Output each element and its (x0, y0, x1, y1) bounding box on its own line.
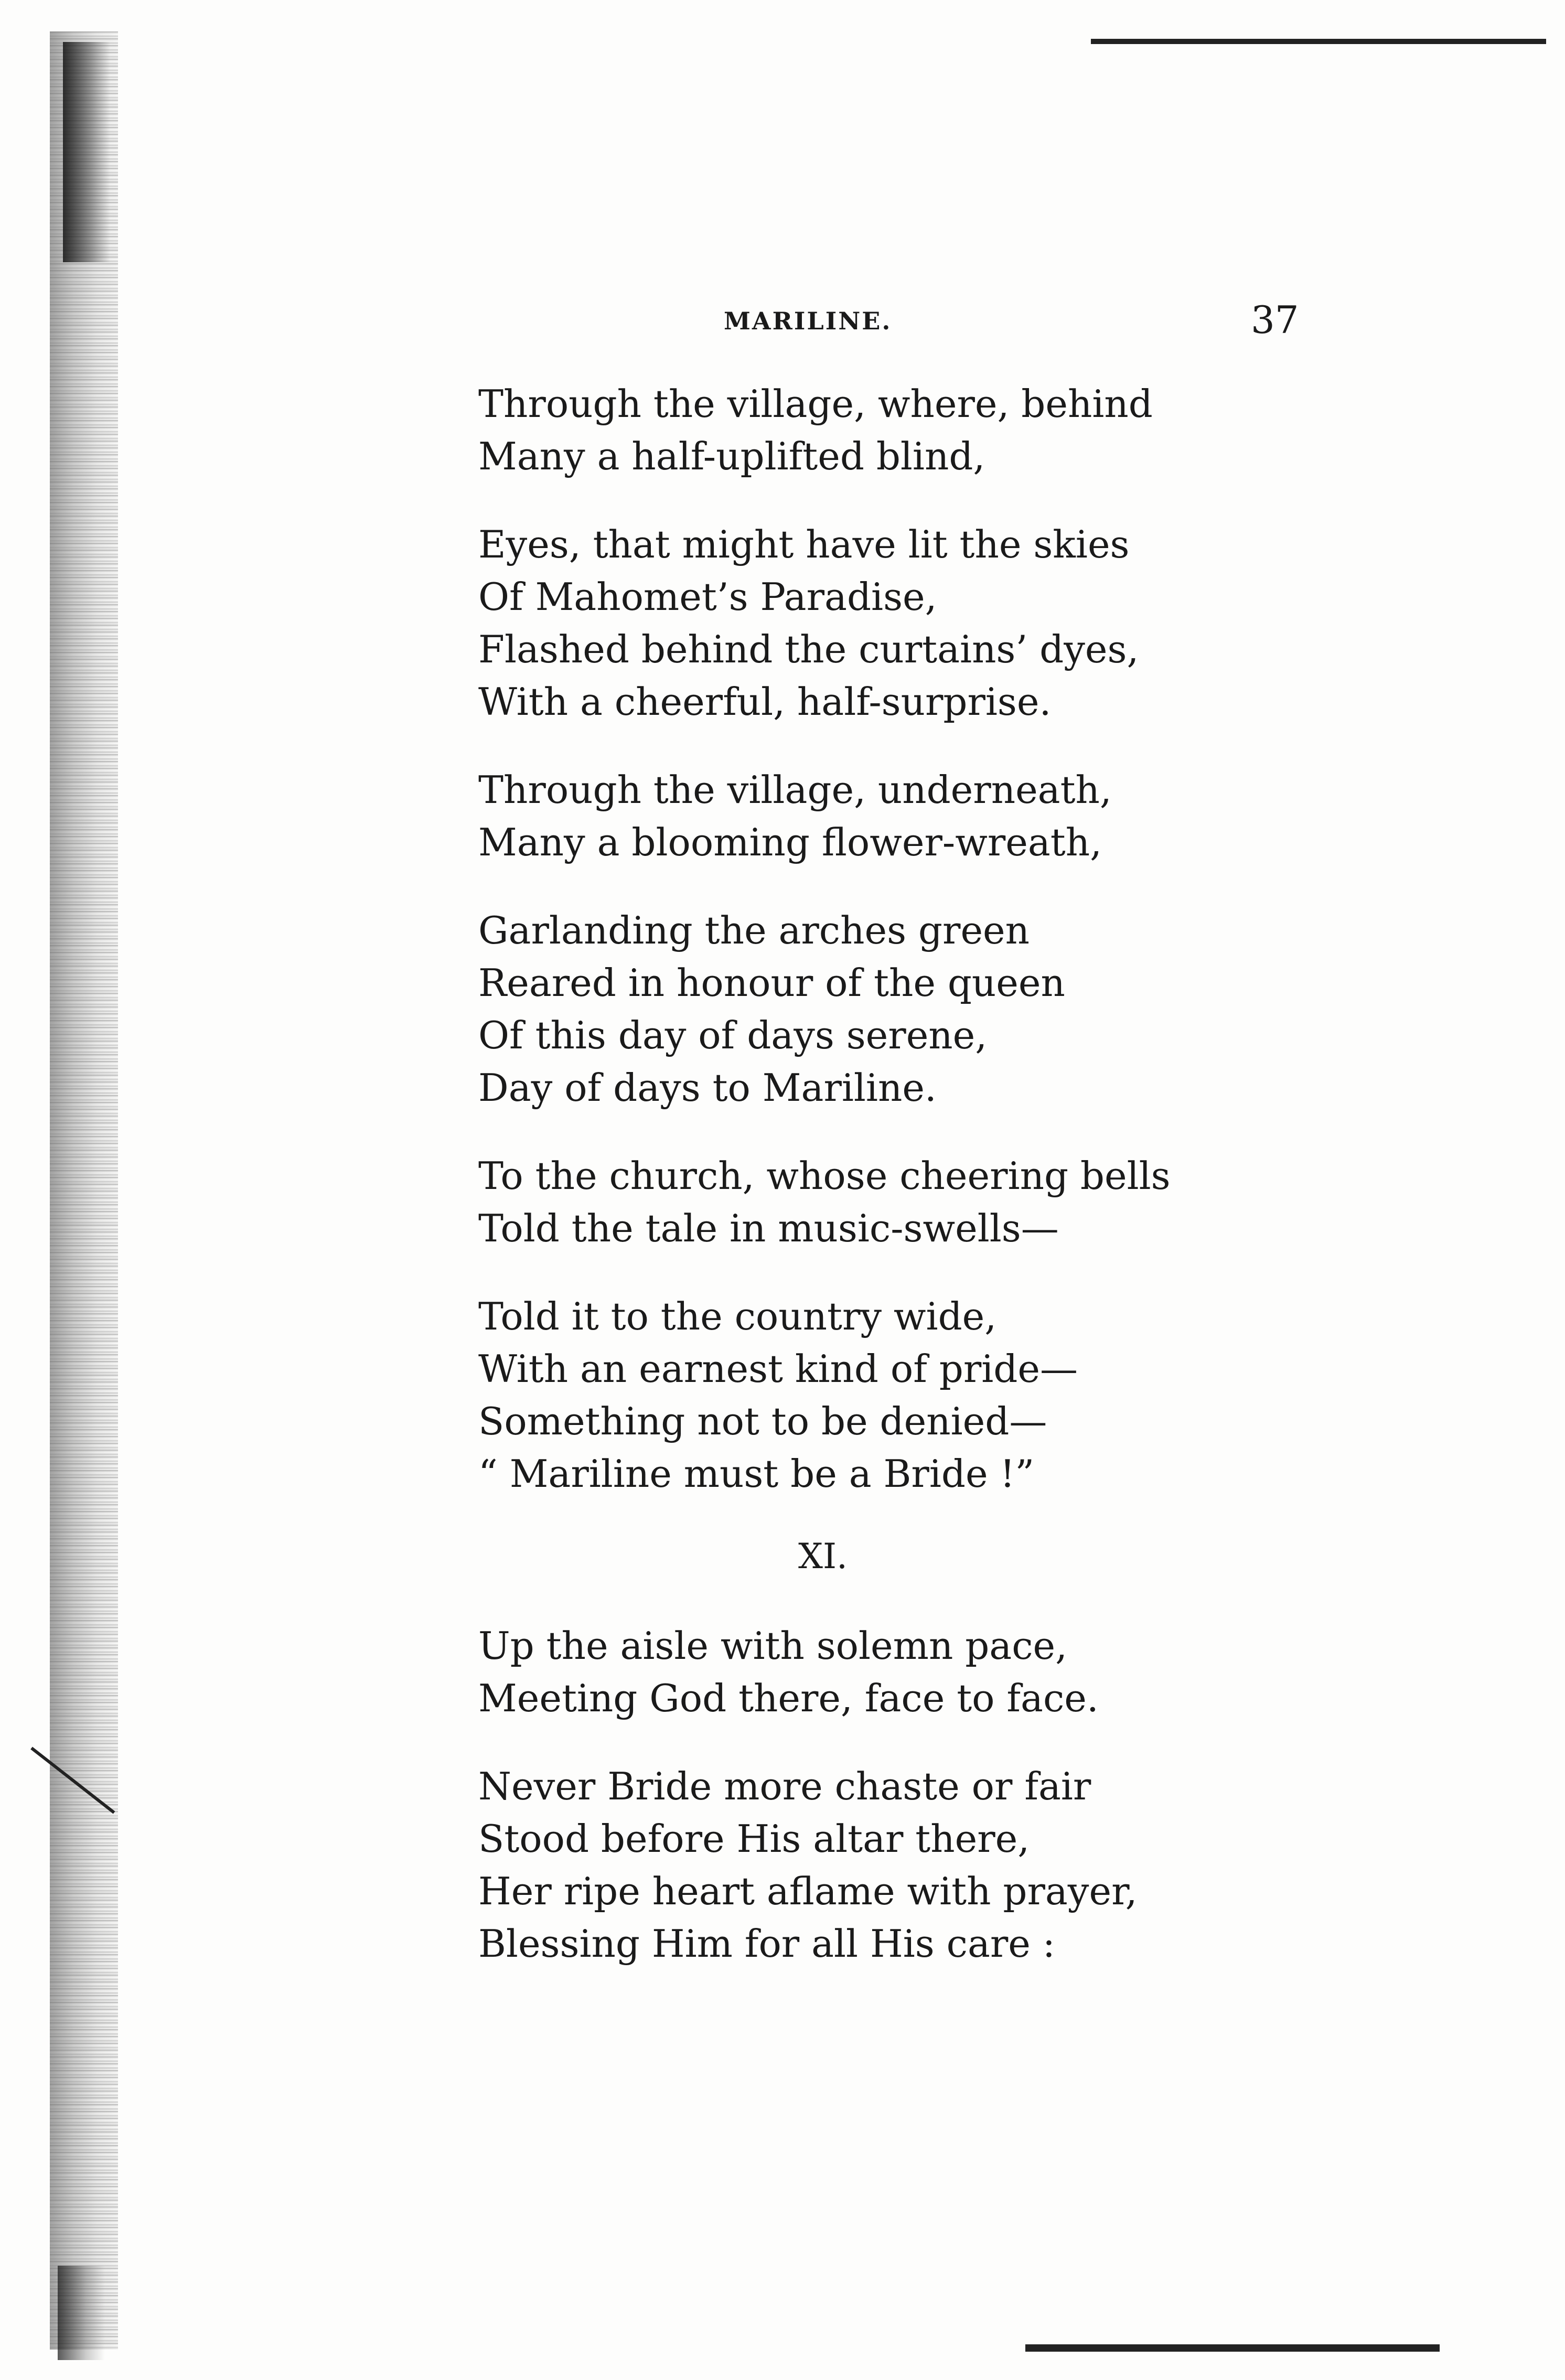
verse-line: Up the aisle with solemn pace, (478, 1624, 1068, 1668)
verse-line: Stood before His altar there, (478, 1817, 1030, 1861)
stanza (478, 904, 1160, 1114)
stanza (478, 518, 1160, 728)
stanza (478, 1290, 1160, 1500)
verse-line: Through the village, where, behind (478, 382, 1153, 426)
verse-line: Many a blooming flower-wreath, (478, 820, 1102, 864)
verse-line: “ Mariline must be a Bride !” (478, 1452, 1035, 1496)
verse-line: To the church, whose cheering bells (478, 1154, 1171, 1198)
section-numeral: XI. (798, 1536, 848, 1577)
stanza (478, 764, 1160, 869)
verse-line: Many a half-uplifted blind, (478, 434, 985, 478)
page-number: 37 (1251, 298, 1299, 342)
verse-line: Flashed behind the curtains’ dyes, (478, 627, 1139, 671)
top-edge-rule (1091, 39, 1546, 44)
verse-line: Garlanding the arches green (478, 908, 1030, 952)
verse-line: Told the tale in music-swells— (478, 1206, 1059, 1250)
verse-line: Something not to be denied— (478, 1399, 1047, 1443)
stanza (478, 378, 1160, 483)
poem-text (478, 378, 1171, 2006)
stanza (478, 1150, 1171, 1255)
stanza (478, 1620, 1160, 1724)
verse-line: Told it to the country wide, (478, 1294, 997, 1338)
binding-shadow-bottom (58, 2266, 105, 2360)
verse-line: Through the village, underneath, (478, 768, 1112, 812)
verse-line: With an earnest kind of pride— (478, 1347, 1078, 1391)
verse-line: With a cheerful, half-surprise. (478, 680, 1052, 724)
verse-line: Reared in honour of the queen (478, 961, 1065, 1005)
verse-line: Of this day of days serene, (478, 1013, 988, 1057)
verse-line: Her ripe heart aflame with prayer, (478, 1869, 1138, 1913)
bottom-edge-rule (1025, 2344, 1440, 2352)
stanza (478, 1760, 1160, 1970)
running-title: MARILINE. (724, 307, 892, 335)
verse-line: Meeting God there, face to face. (478, 1676, 1099, 1720)
verse-line: Eyes, that might have lit the skies (478, 522, 1130, 566)
verse-line: Of Mahomet’s Paradise, (478, 575, 937, 619)
scanned-binding-edge (50, 31, 118, 2350)
binding-shadow-top (63, 42, 110, 262)
verse-line: Day of days to Mariline. (478, 1066, 937, 1110)
verse-line: Blessing Him for all His care : (478, 1922, 1056, 1966)
verse-line: Never Bride more chaste or fair (478, 1764, 1091, 1808)
